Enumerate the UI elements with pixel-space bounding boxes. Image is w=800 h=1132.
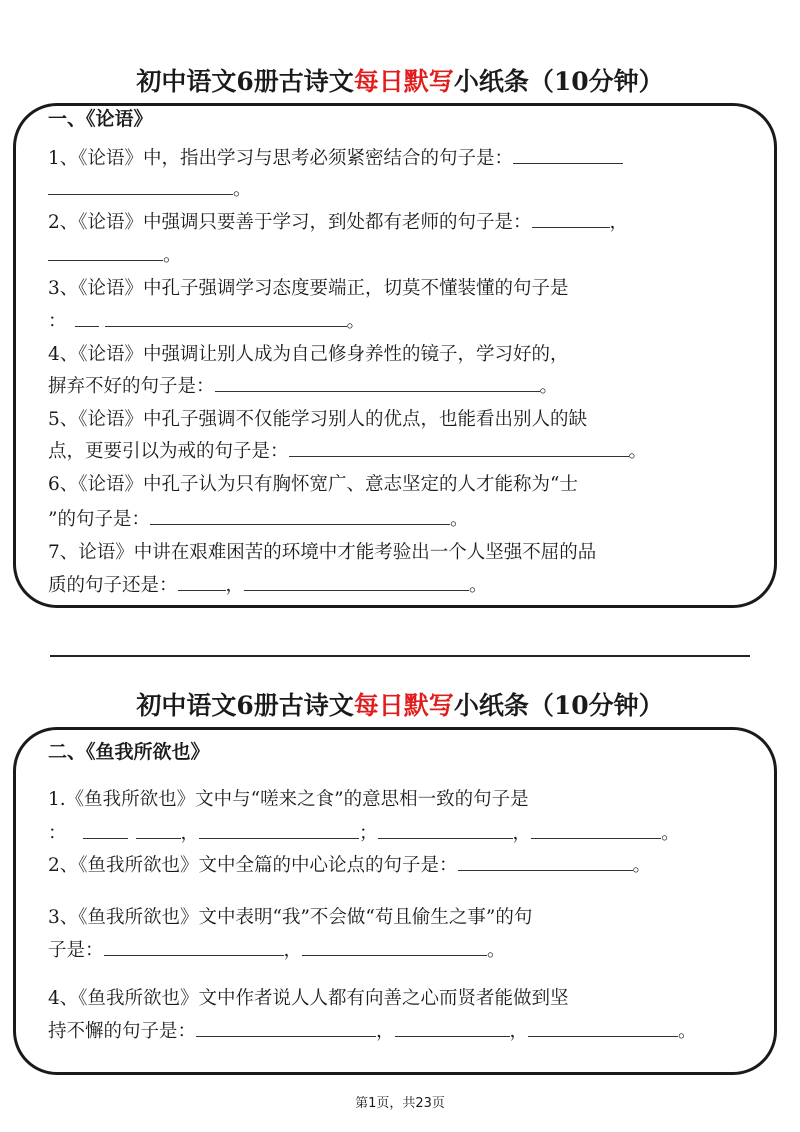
- question-2-cont: [48, 240, 182, 272]
- question-text: 5、《论语》中孔子强调不仅能学习别人的优点，也能看出别人的缺: [48, 409, 588, 430]
- title-highlight: 每日默写: [353, 67, 454, 96]
- answer-blank[interactable]: [289, 438, 629, 457]
- punct: 。: [678, 1021, 697, 1042]
- question-3-cont: [48, 306, 365, 338]
- question-2-2: [48, 850, 651, 882]
- question-1: [48, 143, 623, 175]
- question-text: 6、《论语》中孔子认为只有胸怀宽广、意志坚定的人才能称为“士: [48, 474, 578, 495]
- question-text: ”的句子是：: [48, 509, 150, 530]
- section-heading-2: 二、《鱼我所欲也》: [48, 741, 210, 763]
- question-text: 1.《鱼我所欲也》文中与“嗟来之食”的意思相一致的句子是: [48, 789, 529, 810]
- answer-blank[interactable]: [199, 820, 359, 839]
- divider-line: [50, 655, 750, 657]
- question-text: 3、《论语》中孔子强调学习态度要端正，切莫不懂装懂的句子是: [48, 278, 569, 299]
- answer-blank[interactable]: [136, 820, 181, 839]
- title-text-tail: 小纸条（10分钟）: [453, 691, 664, 720]
- answer-blank[interactable]: [244, 572, 469, 591]
- question-6-cont: [48, 504, 468, 536]
- question-2-3-cont: [48, 935, 506, 967]
- question-3: [48, 273, 569, 305]
- punct: ，: [512, 823, 532, 844]
- answer-blank[interactable]: [215, 373, 540, 392]
- punct: ；: [359, 823, 378, 844]
- question-7: [48, 537, 596, 569]
- question-text: 持不懈的句子是：: [48, 1021, 197, 1042]
- answer-blank[interactable]: [105, 308, 347, 327]
- punct: ，: [609, 212, 629, 233]
- punct: 。: [628, 441, 648, 462]
- question-text: 3、《鱼我所欲也》文中表明“我”不会做“苟且偷生之事”的句: [48, 907, 533, 928]
- question-2-1-cont: [48, 818, 680, 850]
- question-text: 子是：: [48, 940, 104, 961]
- punct: 。: [661, 823, 680, 844]
- question-text: 1、《论语》中，指出学习与思考必须紧密结合的句子是：: [48, 148, 514, 169]
- page-footer: 第1页，共23页: [355, 1096, 445, 1111]
- section-heading-1: 一、《论语》: [48, 108, 153, 130]
- answer-blank[interactable]: [83, 820, 128, 839]
- question-6: [48, 469, 578, 501]
- answer-blank[interactable]: [48, 176, 233, 195]
- question-7-cont: [48, 570, 488, 602]
- punct: ，: [376, 1021, 395, 1042]
- answer-blank[interactable]: [48, 242, 163, 261]
- answer-blank[interactable]: [302, 937, 487, 956]
- answer-blank[interactable]: [532, 209, 610, 228]
- question-2-4-cont: [48, 1016, 697, 1048]
- answer-blank[interactable]: [196, 1018, 376, 1037]
- title-text-tail: 小纸条（10分钟）: [453, 67, 664, 96]
- page-title-1: [0, 62, 800, 98]
- question-text: 4、《鱼我所欲也》文中作者说人人都有向善之心而贤者能做到坚: [48, 988, 569, 1009]
- punct: 。: [449, 509, 469, 530]
- question-5-cont: [48, 436, 647, 468]
- title-text: 初中语文6册古诗文: [136, 691, 354, 720]
- punct: 。: [632, 855, 652, 876]
- question-text: 2、《鱼我所欲也》文中全篇的中心论点的句子是：: [48, 855, 458, 876]
- question-text: 质的句子还是：: [48, 575, 178, 596]
- answer-blank[interactable]: [178, 572, 226, 591]
- answer-blank[interactable]: [528, 1018, 678, 1037]
- question-5: [48, 404, 587, 436]
- answer-blank[interactable]: [150, 506, 450, 525]
- punct: ，: [180, 823, 200, 844]
- punct: ，: [283, 940, 303, 961]
- question-2: [48, 207, 628, 239]
- title-highlight: 每日默写: [353, 691, 454, 720]
- punct: ，: [225, 575, 245, 596]
- question-text: 摒弃不好的句子是：: [48, 376, 215, 397]
- answer-blank[interactable]: [378, 820, 513, 839]
- punct: ，: [509, 1021, 529, 1042]
- punct: 。: [469, 575, 488, 596]
- punct: 。: [487, 940, 506, 961]
- question-2-1: [48, 784, 529, 816]
- question-text: 7、论语》中讲在艰难困苦的环境中才能考验出一个人坚强不屈的品: [48, 542, 597, 563]
- answer-blank[interactable]: [458, 852, 633, 871]
- punct: 。: [233, 179, 252, 200]
- punct: 。: [346, 311, 366, 332]
- question-4: [48, 339, 569, 371]
- punct: ：: [48, 311, 67, 332]
- question-text: 2、《论语》中强调只要善于学习，到处都有老师的句子是：: [48, 212, 532, 233]
- punct: 。: [539, 376, 559, 397]
- punct: ：: [48, 823, 67, 844]
- question-1-cont: [48, 174, 252, 206]
- title-text: 初中语文6册古诗文: [136, 67, 354, 96]
- answer-blank[interactable]: [75, 308, 99, 327]
- question-text: 点，更要引以为戒的句子是：: [48, 441, 289, 462]
- question-2-3: [48, 902, 532, 934]
- question-text: 4、《论语》中强调让别人成为自己修身养性的镜子，学习好的，: [48, 344, 569, 365]
- answer-blank[interactable]: [531, 820, 661, 839]
- answer-blank[interactable]: [104, 937, 284, 956]
- question-4-cont: [48, 371, 558, 403]
- punct: 。: [163, 245, 182, 266]
- question-2-4: [48, 983, 569, 1015]
- answer-blank[interactable]: [513, 145, 623, 164]
- answer-blank[interactable]: [395, 1018, 510, 1037]
- page-title-2: [0, 686, 800, 722]
